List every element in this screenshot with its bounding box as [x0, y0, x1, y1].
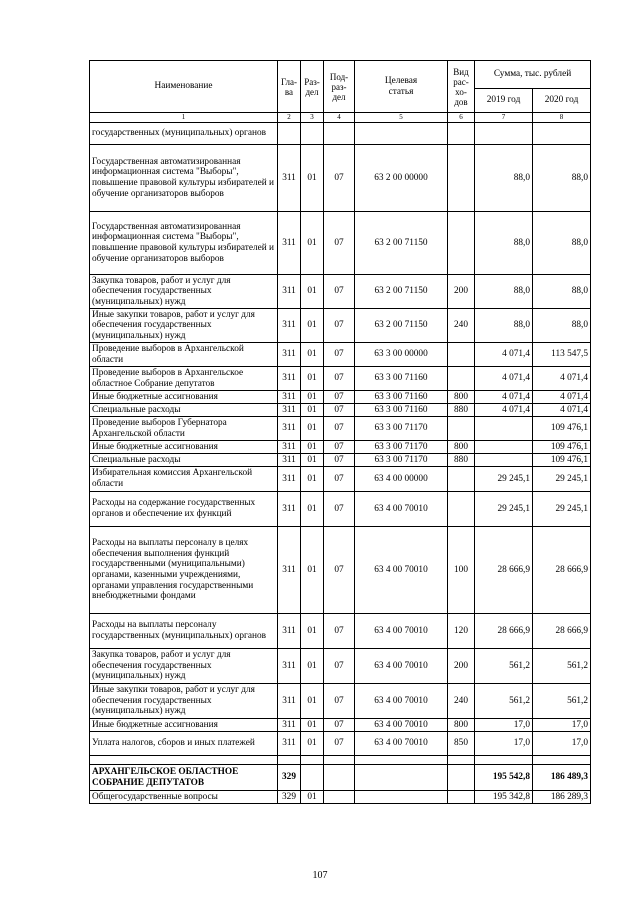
cell-glava: 311: [278, 492, 301, 527]
cell-name: Расходы на выплаты персоналу в целях обеспечения выполнения функций государственными (муниципальными) органами, казенными учреждениями, органами управления государственными внебюджетными фондами: [90, 527, 278, 614]
cell-target: 63 2 00 71150: [355, 275, 448, 309]
cell-vid: 120: [448, 614, 475, 649]
cell-podrazdel: [324, 756, 355, 765]
header-glava: [278, 61, 301, 113]
header-razdel-text: Раз- дел: [304, 76, 320, 97]
cell-target: 63 4 00 70010: [355, 719, 448, 732]
cell-2019: 17,0: [475, 732, 533, 756]
cell-podrazdel: 07: [324, 719, 355, 732]
header-glava-text: Гла- ва: [280, 76, 297, 97]
cell-target: [355, 123, 448, 145]
cell-podrazdel: 07: [324, 492, 355, 527]
table-row: [90, 391, 591, 404]
cell-podrazdel: 07: [324, 145, 355, 212]
cell-glava: 311: [278, 343, 301, 367]
cell-podrazdel: 07: [324, 527, 355, 614]
cell-vid: [448, 367, 475, 391]
cell-vid: 880: [448, 404, 475, 417]
cell-podrazdel: [324, 765, 355, 791]
cell-name: Государственная автоматизированная информационная система "Выборы", повышение правовой культуры избирателей и обучение организаторов выборов: [90, 212, 278, 275]
cell-2019: 4 071,4: [475, 404, 533, 417]
cell-2020: 561,2: [533, 684, 591, 719]
cell-target: [355, 765, 448, 791]
cell-vid: [448, 145, 475, 212]
cell-razdel: 01: [301, 391, 324, 404]
cell-2020: 88,0: [533, 145, 591, 212]
cell-2019: [475, 417, 533, 441]
header-podrazdel-text: Под- раз- дел: [329, 71, 349, 102]
cell-vid: [448, 756, 475, 765]
table-row: [90, 309, 591, 343]
cell-vid: 800: [448, 719, 475, 732]
cell-podrazdel: 07: [324, 275, 355, 309]
cell-glava: 311: [278, 454, 301, 467]
cell-2020: 88,0: [533, 275, 591, 309]
cell-target: 63 4 00 70010: [355, 492, 448, 527]
cell-vid: [448, 467, 475, 492]
cell-2019: 195 542,8: [475, 765, 533, 791]
cell-vid: [448, 123, 475, 145]
cell-2020: 4 071,4: [533, 404, 591, 417]
cell-2019: [475, 756, 533, 765]
cell-vid: 800: [448, 441, 475, 454]
cell-2019: 28 666,9: [475, 614, 533, 649]
cell-target: 63 3 00 71160: [355, 391, 448, 404]
cell-2020: 28 666,9: [533, 527, 591, 614]
cell-name: Проведение выборов Губернатора Архангельской области: [90, 417, 278, 441]
cell-vid: 850: [448, 732, 475, 756]
table-row: [90, 649, 591, 684]
cell-razdel: 01: [301, 441, 324, 454]
cell-2019: 88,0: [475, 212, 533, 275]
cell-name: Специальные расходы: [90, 454, 278, 467]
cell-glava: 311: [278, 145, 301, 212]
cell-razdel: 01: [301, 404, 324, 417]
cell-name: Иные закупки товаров, работ и услуг для обеспечения государственных (муниципальных) нужд: [90, 309, 278, 343]
cell-vid: [448, 417, 475, 441]
cell-glava: [278, 123, 301, 145]
cell-podrazdel: [324, 791, 355, 804]
cell-razdel: 01: [301, 309, 324, 343]
cell-glava: 311: [278, 417, 301, 441]
table-row: [90, 343, 591, 367]
cell-2019: 88,0: [475, 145, 533, 212]
cell-target: 63 2 00 71150: [355, 212, 448, 275]
cell-2019: 4 071,4: [475, 367, 533, 391]
cell-name: [90, 756, 278, 765]
table-row: [90, 441, 591, 454]
cell-2020: 17,0: [533, 719, 591, 732]
cell-glava: [278, 756, 301, 765]
cell-razdel: [301, 756, 324, 765]
cell-glava: 311: [278, 527, 301, 614]
table-row: [90, 732, 591, 756]
cell-2019: [475, 454, 533, 467]
cell-razdel: 01: [301, 145, 324, 212]
cell-razdel: 01: [301, 684, 324, 719]
column-number: 6: [448, 113, 475, 123]
cell-2019: [475, 123, 533, 145]
cell-2020: 109 476,1: [533, 454, 591, 467]
table-row: [90, 404, 591, 417]
cell-razdel: 01: [301, 492, 324, 527]
cell-vid: 200: [448, 275, 475, 309]
column-number: 2: [278, 113, 301, 123]
cell-podrazdel: 07: [324, 309, 355, 343]
cell-razdel: 01: [301, 212, 324, 275]
cell-glava: 311: [278, 441, 301, 454]
cell-2020: [533, 756, 591, 765]
header-2019: 2019 год: [475, 89, 533, 113]
cell-vid: 200: [448, 649, 475, 684]
cell-glava: 329: [278, 791, 301, 804]
table-row: [90, 527, 591, 614]
cell-glava: 311: [278, 684, 301, 719]
cell-2020: 29 245,1: [533, 492, 591, 527]
cell-2019: [475, 441, 533, 454]
cell-2020: 4 071,4: [533, 391, 591, 404]
cell-2019: 4 071,4: [475, 343, 533, 367]
header-name: Наименование: [90, 61, 278, 113]
column-number: 5: [355, 113, 448, 123]
cell-target: 63 3 00 00000: [355, 343, 448, 367]
cell-2020: [533, 123, 591, 145]
header-2020: 2020 год: [533, 89, 591, 113]
cell-2019: 28 666,9: [475, 527, 533, 614]
cell-vid: [448, 765, 475, 791]
cell-name: Проведение выборов в Архангельское областное Собрание депутатов: [90, 367, 278, 391]
cell-2020: 28 666,9: [533, 614, 591, 649]
cell-2019: 561,2: [475, 684, 533, 719]
cell-podrazdel: 07: [324, 649, 355, 684]
cell-target: 63 2 00 00000: [355, 145, 448, 212]
cell-name: Избирательная комиссия Архангельской области: [90, 467, 278, 492]
cell-target: 63 4 00 70010: [355, 649, 448, 684]
cell-name: Уплата налогов, сборов и иных платежей: [90, 732, 278, 756]
table-row: [90, 417, 591, 441]
header-vid-text: Вид рас- хо- дов: [453, 66, 469, 107]
cell-target: 63 4 00 70010: [355, 527, 448, 614]
cell-name: Иные бюджетные ассигнования: [90, 441, 278, 454]
table-row: [90, 765, 591, 791]
table-body: [90, 123, 591, 804]
cell-name: Закупка товаров, работ и услуг для обеспечения государственных (муниципальных) нужд: [90, 275, 278, 309]
cell-glava: 311: [278, 391, 301, 404]
cell-podrazdel: 07: [324, 417, 355, 441]
cell-glava: 311: [278, 719, 301, 732]
table-row: [90, 467, 591, 492]
cell-name: государственных (муниципальных) органов: [90, 123, 278, 145]
table-row: [90, 492, 591, 527]
cell-vid: [448, 212, 475, 275]
cell-glava: 311: [278, 614, 301, 649]
header-target-text: Целевая статья: [384, 75, 418, 97]
cell-target: 63 3 00 71170: [355, 417, 448, 441]
cell-vid: 240: [448, 309, 475, 343]
cell-target: 63 4 00 00000: [355, 467, 448, 492]
cell-vid: 100: [448, 527, 475, 614]
cell-vid: 800: [448, 391, 475, 404]
column-number: 3: [301, 113, 324, 123]
cell-vid: [448, 791, 475, 804]
table-row: [90, 719, 591, 732]
cell-2019: 88,0: [475, 275, 533, 309]
header-razdel: [301, 61, 324, 113]
cell-razdel: 01: [301, 732, 324, 756]
cell-target: 63 4 00 70010: [355, 732, 448, 756]
cell-target: [355, 791, 448, 804]
cell-glava: 311: [278, 404, 301, 417]
cell-2020: 29 245,1: [533, 467, 591, 492]
table-row: [90, 145, 591, 212]
cell-2019: 29 245,1: [475, 467, 533, 492]
table-row: [90, 614, 591, 649]
cell-name: АРХАНГЕЛЬСКОЕ ОБЛАСТНОЕ СОБРАНИЕ ДЕПУТАТОВ: [90, 765, 278, 791]
table-row: [90, 756, 591, 765]
cell-podrazdel: 07: [324, 614, 355, 649]
header-target: [355, 61, 448, 113]
cell-2020: 88,0: [533, 309, 591, 343]
cell-2020: 186 489,3: [533, 765, 591, 791]
cell-target: 63 4 00 70010: [355, 614, 448, 649]
cell-name: Расходы на содержание государственных органов и обеспечение их функций: [90, 492, 278, 527]
cell-podrazdel: 07: [324, 732, 355, 756]
cell-vid: [448, 343, 475, 367]
cell-target: 63 2 00 71150: [355, 309, 448, 343]
cell-podrazdel: 07: [324, 391, 355, 404]
cell-razdel: [301, 765, 324, 791]
header-sum: Сумма, тыс. рублей: [475, 61, 591, 89]
table-row: [90, 791, 591, 804]
cell-podrazdel: 07: [324, 367, 355, 391]
header-vid: [448, 61, 475, 113]
page-number: 107: [312, 870, 328, 881]
table-row: [90, 367, 591, 391]
cell-2020: 17,0: [533, 732, 591, 756]
table-row: [90, 123, 591, 145]
cell-podrazdel: 07: [324, 441, 355, 454]
cell-vid: 240: [448, 684, 475, 719]
table-row: [90, 454, 591, 467]
cell-target: 63 3 00 71170: [355, 454, 448, 467]
column-number: 4: [324, 113, 355, 123]
cell-target: 63 4 00 70010: [355, 684, 448, 719]
cell-razdel: 01: [301, 417, 324, 441]
cell-target: [355, 756, 448, 765]
cell-glava: 311: [278, 212, 301, 275]
cell-name: Специальные расходы: [90, 404, 278, 417]
cell-razdel: 01: [301, 454, 324, 467]
cell-2019: 17,0: [475, 719, 533, 732]
cell-vid: [448, 492, 475, 527]
table-row: [90, 684, 591, 719]
cell-2019: 195 342,8: [475, 791, 533, 804]
cell-podrazdel: 07: [324, 404, 355, 417]
cell-glava: 311: [278, 367, 301, 391]
cell-razdel: 01: [301, 367, 324, 391]
cell-glava: 311: [278, 309, 301, 343]
cell-name: Иные бюджетные ассигнования: [90, 391, 278, 404]
cell-glava: 311: [278, 732, 301, 756]
cell-glava: 329: [278, 765, 301, 791]
cell-2020: 113 547,5: [533, 343, 591, 367]
cell-name: Иные бюджетные ассигнования: [90, 719, 278, 732]
cell-target: 63 3 00 71160: [355, 367, 448, 391]
column-number: 7: [475, 113, 533, 123]
cell-name: Закупка товаров, работ и услуг для обеспечения государственных (муниципальных) нужд: [90, 649, 278, 684]
table-row: [90, 212, 591, 275]
cell-name: Государственная автоматизированная информационная система "Выборы", повышение правовой культуры избирателей и обучение организаторов выборов: [90, 145, 278, 212]
cell-razdel: 01: [301, 467, 324, 492]
cell-razdel: 01: [301, 649, 324, 684]
cell-razdel: 01: [301, 719, 324, 732]
cell-2019: 561,2: [475, 649, 533, 684]
cell-2020: 109 476,1: [533, 417, 591, 441]
cell-target: 63 3 00 71170: [355, 441, 448, 454]
header-podrazdel: [324, 61, 355, 113]
cell-2020: 109 476,1: [533, 441, 591, 454]
cell-podrazdel: 07: [324, 212, 355, 275]
cell-podrazdel: 07: [324, 454, 355, 467]
cell-2020: 561,2: [533, 649, 591, 684]
cell-podrazdel: 07: [324, 343, 355, 367]
cell-razdel: 01: [301, 527, 324, 614]
cell-name: Иные закупки товаров, работ и услуг для обеспечения государственных (муниципальных) нужд: [90, 684, 278, 719]
cell-razdel: 01: [301, 791, 324, 804]
cell-name: Расходы на выплаты персоналу государственных (муниципальных) органов: [90, 614, 278, 649]
cell-target: 63 3 00 71160: [355, 404, 448, 417]
cell-podrazdel: 07: [324, 684, 355, 719]
column-number: 1: [90, 113, 278, 123]
table-row: [90, 275, 591, 309]
cell-glava: 311: [278, 275, 301, 309]
cell-2020: 186 289,3: [533, 791, 591, 804]
cell-podrazdel: 07: [324, 467, 355, 492]
cell-podrazdel: [324, 123, 355, 145]
budget-table: [89, 60, 591, 804]
cell-razdel: 01: [301, 275, 324, 309]
column-number: 8: [533, 113, 591, 123]
cell-razdel: 01: [301, 343, 324, 367]
cell-2020: 88,0: [533, 212, 591, 275]
cell-2019: 4 071,4: [475, 391, 533, 404]
cell-2020: 4 071,4: [533, 367, 591, 391]
cell-glava: 311: [278, 649, 301, 684]
cell-glava: 311: [278, 467, 301, 492]
cell-razdel: [301, 123, 324, 145]
cell-name: Общегосударственные вопросы: [90, 791, 278, 804]
cell-2019: 29 245,1: [475, 492, 533, 527]
cell-2019: 88,0: [475, 309, 533, 343]
cell-name: Проведение выборов в Архангельской области: [90, 343, 278, 367]
cell-vid: 880: [448, 454, 475, 467]
cell-razdel: 01: [301, 614, 324, 649]
